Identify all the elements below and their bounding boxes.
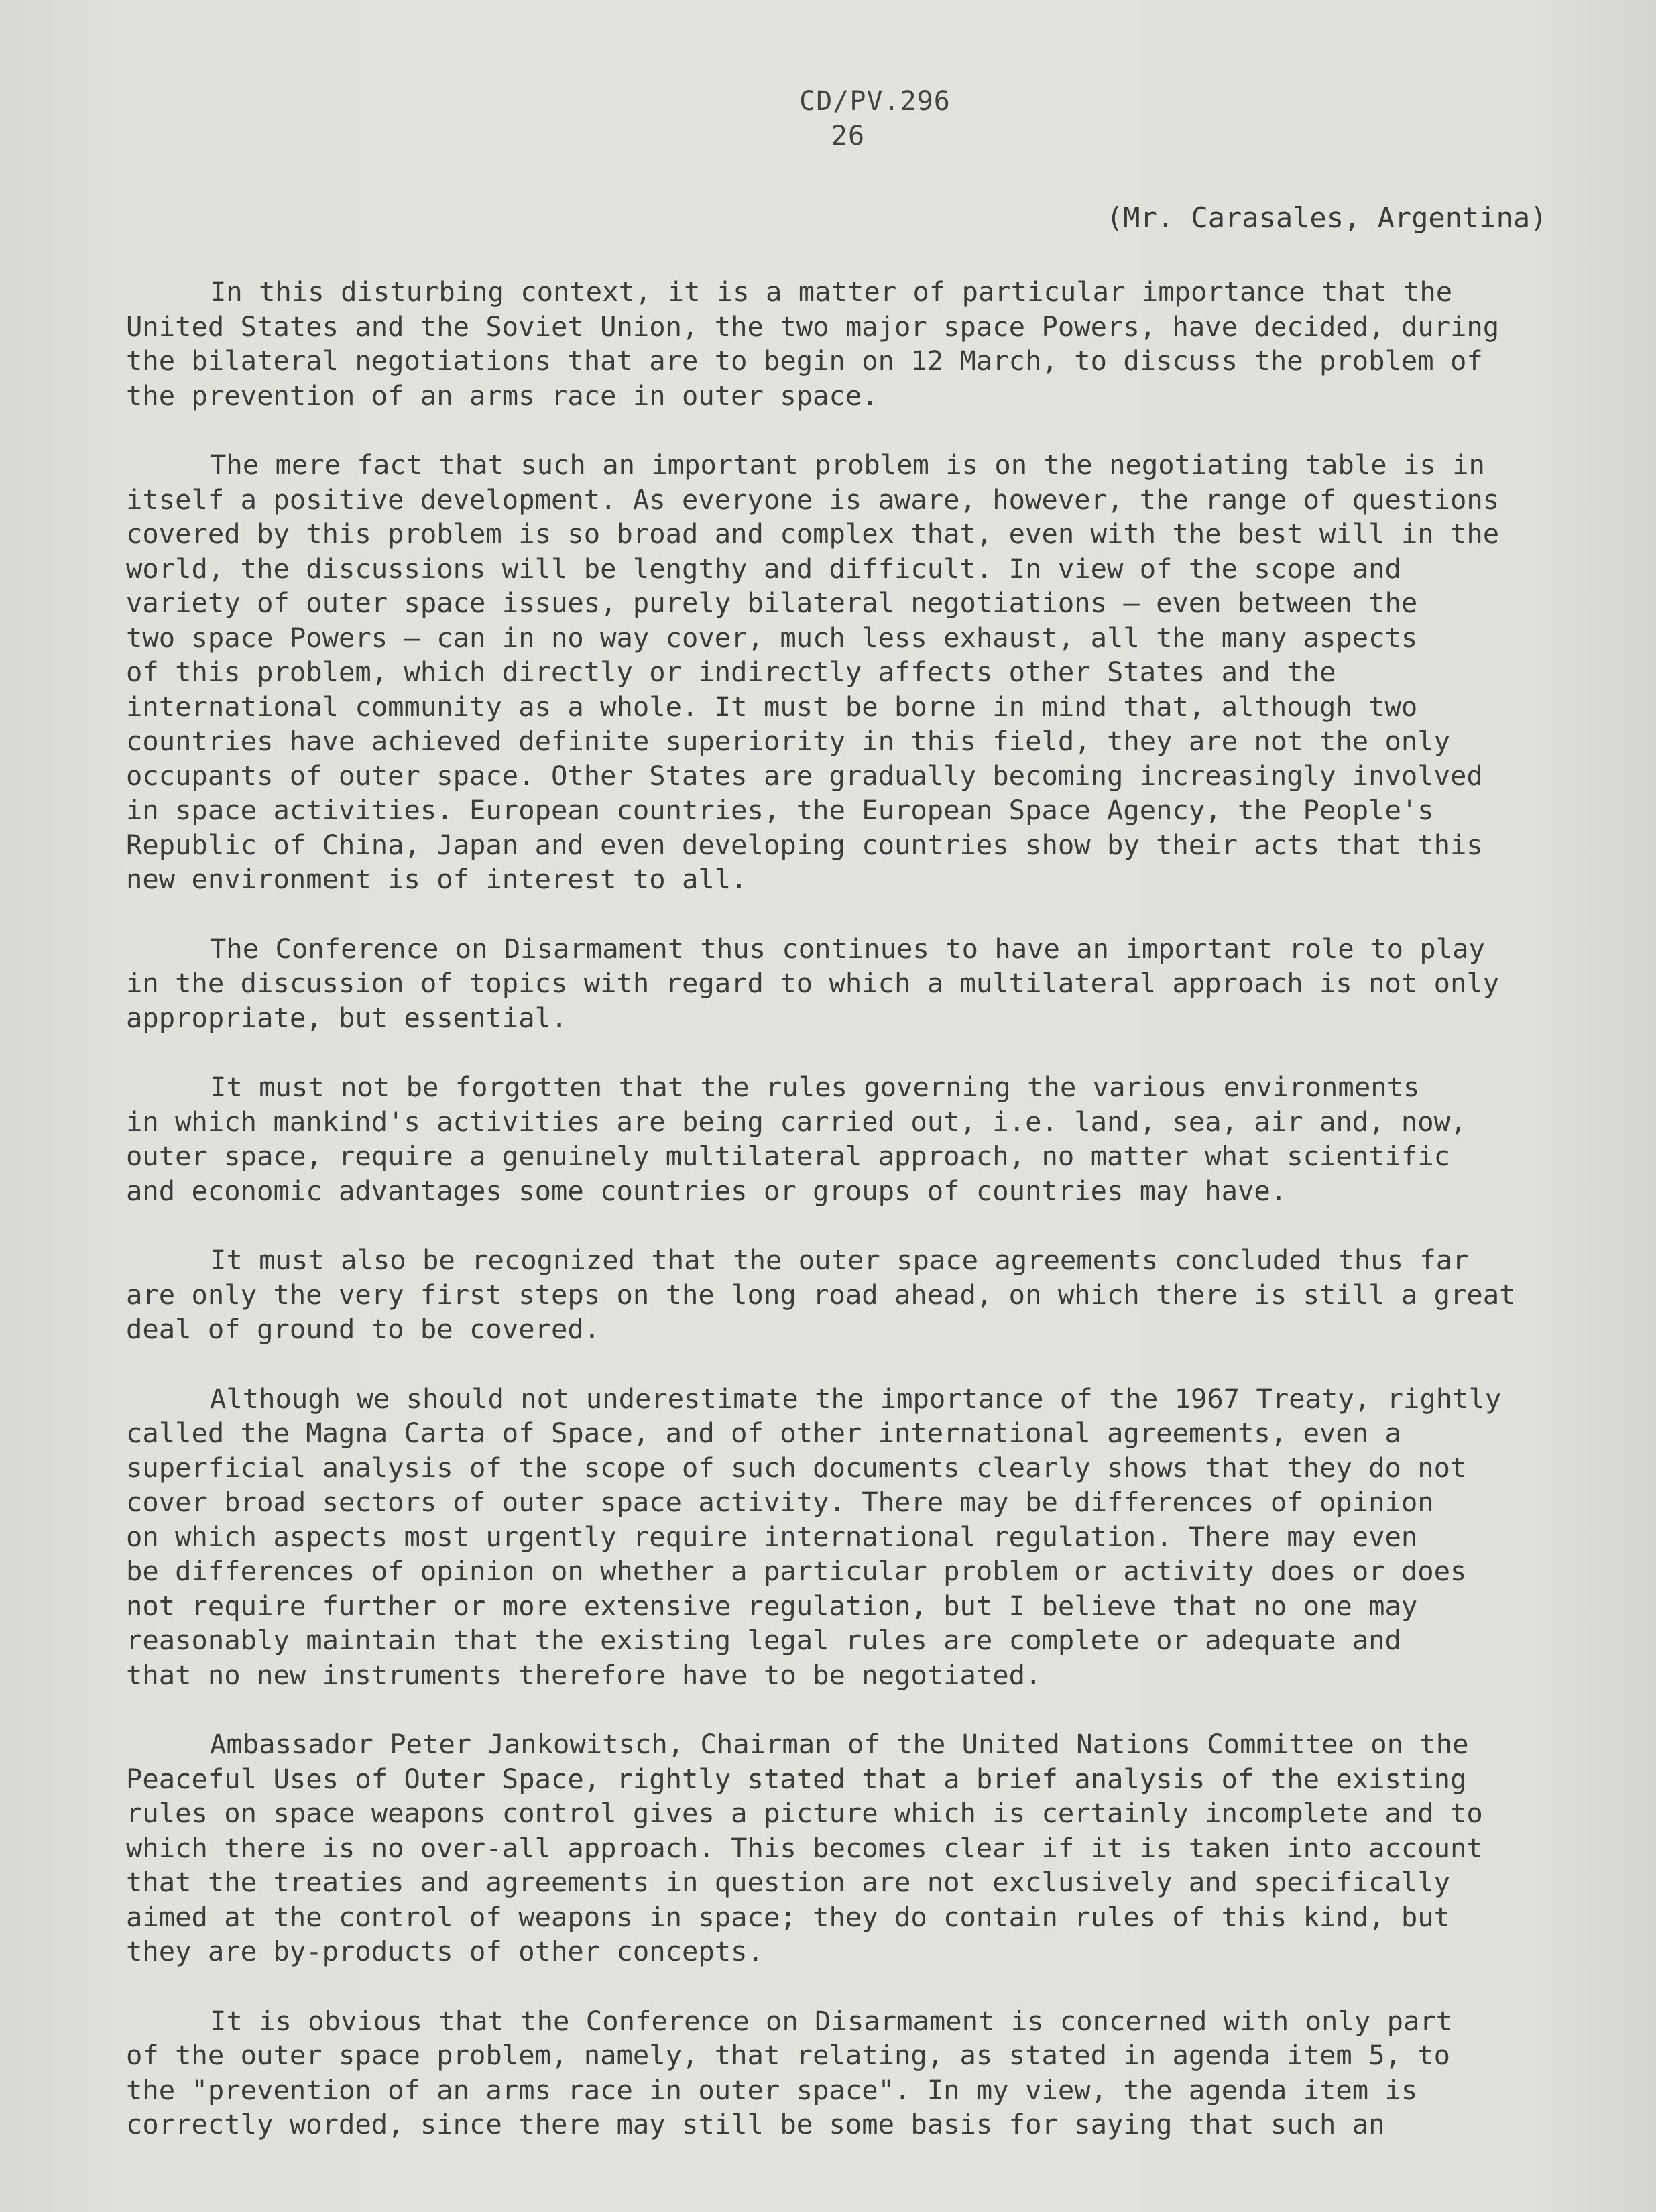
document-symbol: CD/PV.296 (799, 86, 951, 117)
text-line: superficial analysis of the scope of such documents clearly shows that they do not (126, 1451, 1467, 1484)
document-body (126, 275, 1608, 2177)
text-line: It is obvious that the Conference on Disarmament is concerned with only part (210, 2004, 1453, 2037)
paragraph (126, 2004, 1608, 2142)
paragraph (126, 448, 1608, 897)
text-line: on which aspects most urgently require international regulation. There may even (126, 1520, 1418, 1553)
text-line: It must also be recognized that the outer space agreements concluded thus far (210, 1244, 1469, 1276)
text-line: in which mankind's activities are being carried out, i.e. land, sea, air and, now, (126, 1105, 1467, 1138)
text-line: be differences of opinion on whether a particular problem or activity does or does (126, 1555, 1467, 1587)
text-line: new environment is of interest to all. (126, 863, 748, 895)
text-line: appropriate, but essential. (126, 1001, 568, 1034)
text-line: which there is no over-all approach. This becomes clear if it is taken into account (126, 1831, 1483, 1864)
text-line: the "prevention of an arms race in outer space". In my view, the agenda item is (126, 2073, 1418, 2106)
text-line: that the treaties and agreements in question are not exclusively and specifically (126, 1866, 1451, 1898)
text-line: the prevention of an arms race in outer space. (126, 379, 878, 412)
text-line: countries have achieved definite superiority in this field, they are not the only (126, 725, 1451, 757)
text-line: cover broad sectors of outer space activity. There may be differences of opinion (126, 1486, 1434, 1518)
text-line: and economic advantages some countries or groups of countries may have. (126, 1174, 1287, 1207)
text-line: that no new instruments therefore have to be negotiated. (126, 1658, 1042, 1691)
text-line: in space activities. European countries, the European Space Agency, the People's (126, 794, 1434, 826)
text-line: reasonably maintain that the existing legal rules are complete or adequate and (126, 1624, 1401, 1656)
text-line: the bilateral negotiations that are to begin on 12 March, to discuss the problem of (126, 345, 1483, 377)
text-line: correctly worded, since there may still be some basis for saying that such an (126, 2108, 1385, 2140)
text-line: variety of outer space issues, purely bilateral negotiations — even between the (126, 587, 1418, 619)
text-line: The mere fact that such an important problem is on the negotiating table is in (210, 449, 1485, 481)
page-number: 26 (831, 121, 866, 152)
text-line: itself a positive development. As everyone is aware, however, the range of questions (126, 483, 1500, 516)
text-line: they are by-products of other concepts. (126, 1935, 764, 1967)
text-line: two space Powers — can in no way cover, much less exhaust, all the many aspects (126, 621, 1418, 654)
text-line: Ambassador Peter Jankowitsch, Chairman of the United Nations Committee on the (210, 1728, 1469, 1760)
text-line: rules on space weapons control gives a picture which is certainly incomplete and to (126, 1797, 1483, 1829)
text-line: of the outer space problem, namely, that relating, as stated in agenda item 5, to (126, 2039, 1451, 2071)
text-line: international community as a whole. It must be borne in mind that, although two (126, 690, 1418, 723)
text-line: Although we should not underestimate the importance of the 1967 Treaty, rightly (210, 1382, 1502, 1415)
paragraph (126, 1727, 1608, 1969)
paragraph (126, 932, 1608, 1036)
text-line: world, the discussions will be lengthy and difficult. In view of the scope and (126, 552, 1401, 585)
text-line: It must not be forgotten that the rules governing the various environments (210, 1071, 1420, 1103)
text-line: Peaceful Uses of Outer Space, rightly stated that a brief analysis of the existing (126, 1762, 1467, 1795)
paragraph (126, 275, 1608, 413)
text-line: In this disturbing context, it is a matter of particular importance that the (210, 276, 1453, 308)
text-line: in the discussion of topics with regard to which a multilateral approach is not only (126, 967, 1500, 999)
text-line: are only the very first steps on the long road ahead, on which there is still a great (126, 1278, 1516, 1311)
paragraph (126, 1243, 1608, 1347)
text-line: outer space, require a genuinely multilateral approach, no matter what scientific (126, 1140, 1451, 1172)
speaker-attribution: (Mr. Carasales, Argentina) (1106, 201, 1547, 234)
text-line: aimed at the control of weapons in space; they do contain rules of this kind, but (126, 1900, 1451, 1933)
text-line: occupants of outer space. Other States are gradually becoming increasingly involved (126, 759, 1483, 792)
text-line: Republic of China, Japan and even developing countries show by their acts that this (126, 828, 1483, 861)
text-line: covered by this problem is so broad and complex that, even with the best will in the (126, 518, 1500, 550)
paragraph (126, 1070, 1608, 1208)
text-line: United States and the Soviet Union, the two major space Powers, have decided, during (126, 310, 1500, 343)
paragraph (126, 1382, 1608, 1693)
text-line: of this problem, which directly or indirectly affects other States and the (126, 656, 1336, 688)
text-line: The Conference on Disarmament thus continues to have an important role to play (210, 932, 1485, 965)
text-line: called the Magna Carta of Space, and of other international agreements, even a (126, 1417, 1401, 1449)
text-line: not require further or more extensive regulation, but I believe that no one may (126, 1589, 1418, 1622)
text-line: deal of ground to be covered. (126, 1313, 601, 1345)
